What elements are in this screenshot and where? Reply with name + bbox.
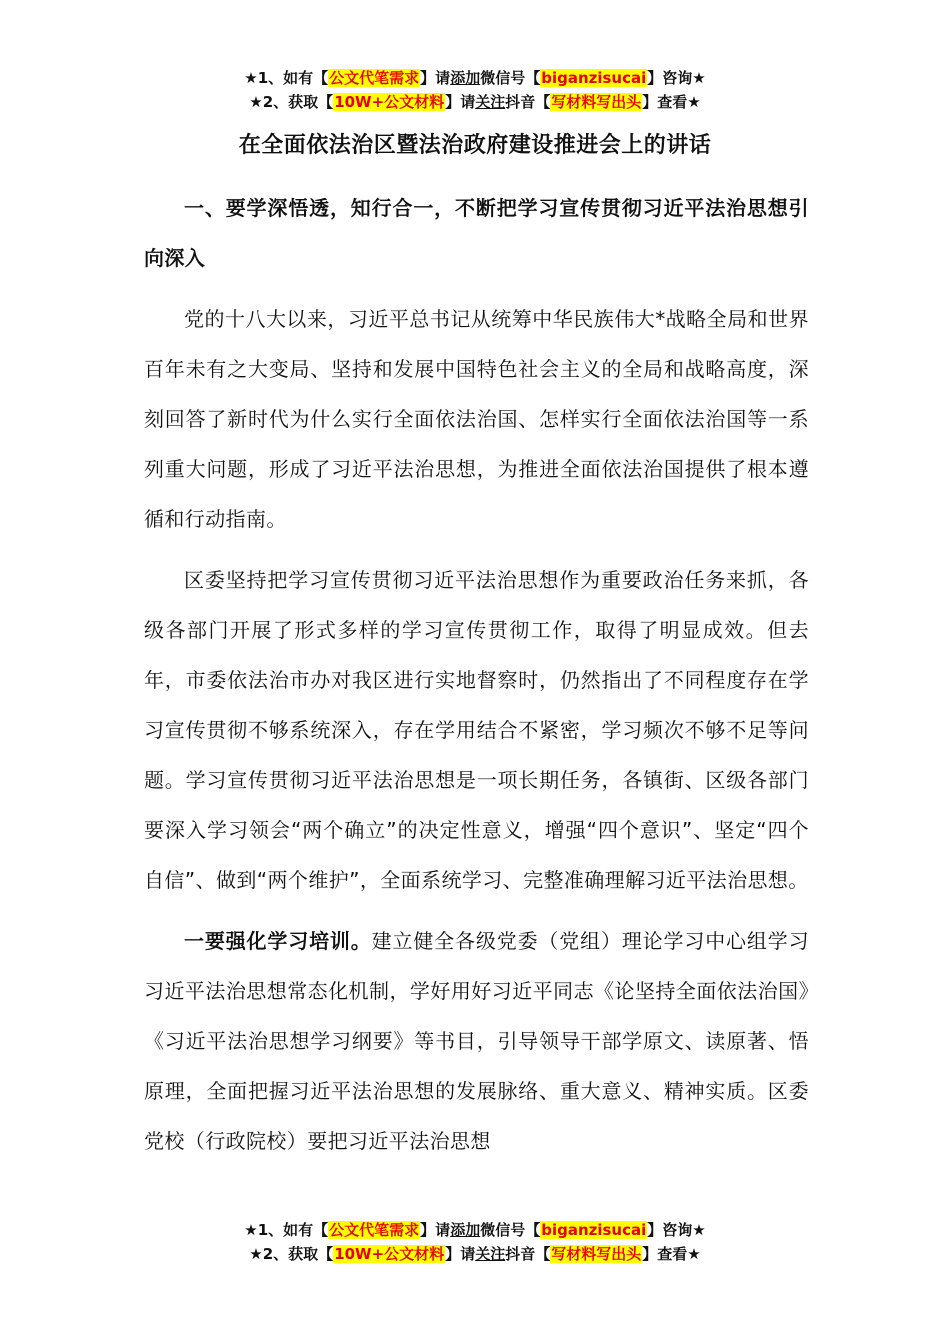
paragraph-text: 建立健全各级党委（党组）理论学习中心组学习习近平法治思想常态化机制，学好用好习近平同志《论坚持全面依法治国》《习近平法治思想学习纲要》等书目，引导领导干部学原文、读原著、悟原理，全面把握习近平法治思想的发展脉络、重大意义、精神实质。区委党校（行政院校）要把习近平法治思想: [144, 929, 809, 1153]
promo-underlined-text: 关注: [475, 1245, 506, 1263]
paragraph-lead: 一要强化学习培训。: [184, 929, 372, 953]
promo-text: 抖音【: [505, 93, 551, 111]
promo-text: 】请: [445, 1245, 476, 1263]
promo-text: 】请: [420, 69, 451, 87]
promo-highlight: 10W+公文材料: [334, 1245, 445, 1263]
promo-highlight: biganzisucai: [541, 1221, 647, 1239]
promo-text: 】请: [420, 1221, 451, 1239]
promo-highlight: 写材料写出头: [551, 1245, 642, 1263]
promo-text: 抖音【: [505, 1245, 551, 1263]
promo-text: 】咨询★: [647, 1221, 706, 1239]
promo-underlined-text: 添加: [450, 1221, 481, 1239]
document-title: 在全面依法治区暨法治政府建设推进会上的讲话: [238, 133, 712, 158]
promo-text: ★1、如有【: [244, 69, 329, 87]
promo-highlight: 写材料写出头: [551, 93, 642, 111]
document-body: [144, 183, 809, 1166]
promo-text: 微信号【: [480, 69, 541, 87]
promo-highlight: biganzisucai: [541, 69, 647, 87]
body-paragraph: [144, 916, 809, 1166]
promo-highlight: 公文代笔需求: [329, 1221, 420, 1239]
promo-text: 微信号【: [480, 1221, 541, 1239]
promo-text: 】请: [445, 93, 476, 111]
body-paragraph: 区委坚持把学习宣传贯彻习近平法治思想作为重要政治任务来抓，各级各部门开展了形式多样的学习宣传贯彻工作，取得了明显成效。但去年，市委依法治市办对我区进行实地督察时，仍然指出了不同程度存在学习宣传贯彻不够系统深入，存在学用结合不紧密，学习频次不够不足等问题。学习宣传贯彻习近平法治思想是一项长期任务，各镇街、区级各部门要深入学习领会“两个确立”的决定性意义，增强“四个意识”、坚定“四个自信”、做到“两个维护”，全面系统学习、完整准确理解习近平法治思想。: [144, 568, 809, 892]
promo-underlined-text: 关注: [475, 93, 506, 111]
promo-text: 】咨询★: [647, 69, 706, 87]
promo-text: ★1、如有【: [244, 1221, 329, 1239]
promo-banner-top: [0, 66, 950, 114]
promo-highlight: 10W+公文材料: [334, 93, 445, 111]
promo-text: ★2、获取【: [249, 93, 334, 111]
promo-text: 】查看★: [642, 93, 701, 111]
section-heading: 一、要学深悟透，知行合一，不断把学习宣传贯彻习近平法治思想引向深入: [144, 196, 809, 270]
promo-line-2: [0, 1242, 950, 1266]
promo-text: 】查看★: [642, 1245, 701, 1263]
promo-text: ★2、获取【: [249, 1245, 334, 1263]
body-paragraph: 党的十八大以来，习近平总书记从统筹中华民族伟大*战略全局和世界百年未有之大变局、坚持和发展中国特色社会主义的全局和战略高度，深刻回答了新时代为什么实行全面依法治国、怎样实行全面依法治国等一系列重大问题，形成了习近平法治思想，为推进全面依法治国提供了根本遵循和行动指南。: [144, 307, 809, 531]
promo-banner-bottom: [0, 1218, 950, 1266]
promo-underlined-text: 添加: [450, 69, 481, 87]
promo-line-1: [0, 66, 950, 90]
promo-line-1: [0, 1218, 950, 1242]
promo-line-2: [0, 90, 950, 114]
promo-highlight: 公文代笔需求: [329, 69, 420, 87]
